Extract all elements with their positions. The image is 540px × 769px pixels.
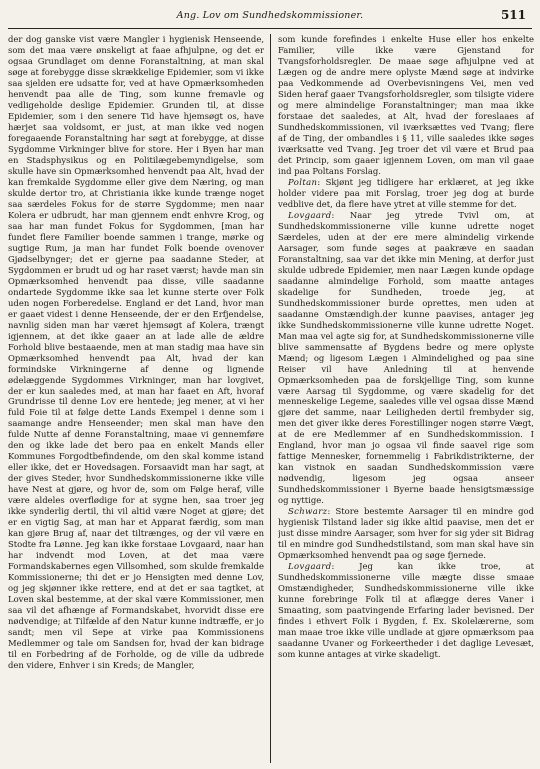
running-title: Ang. Lov om Sundhedskommissioner. — [176, 10, 364, 21]
paragraph-text: Store bestemte Aarsager til en mindre god hygienisk Tilstand lader sig ikke altid paavise, men det er just disse mindre Aarsager, som hver for sig yder sit Bidrag til en mindre god Sundhedstilstand, som man skal have sin Opmærksomhed henvendt paa og søge fjernede. — [278, 506, 534, 561]
paragraph: Poltan: Skjønt jeg tidligere har erklæret, at jeg ikke holder videre paa mit Forslag, troer jeg dog at burde vedblive det, da flere have ytret at ville stemme for det. — [278, 176, 534, 209]
column-divider — [270, 34, 271, 763]
speaker-name: Schwarz — [288, 506, 328, 517]
page-header — [0, 6, 540, 28]
paragraph-text: Jeg kan ikke troe, at Sundhedskommissionerne ville mægte disse smaae Omstændigheder, Sundhedskommissionerne ville ikke kunne forebringe Folk til at aflægge deres Vaner i Smaating, som paatvingende Erfaring lader bevisned. Der findes i ethvert Folk i Bygden, f. Ex. Skolelærerne, som man maae troe ikke ville undlade at gjøre opmærksom paa saadanne Uvaner og Forkeertheder i det daglige Levesæt, som kunne antages at virke skadeligt. — [278, 561, 534, 660]
page-number: 511 — [500, 8, 526, 22]
speaker-name: Lovgaard — [288, 561, 332, 572]
paragraph — [278, 34, 534, 177]
paragraph — [8, 34, 264, 671]
paragraph-text: Naar jeg ytrede Tvivl om, at Sundhedskommissionerne ville kunne udrette noget Særdeles, uden at der ere mere almindelig virkende Aarsager, som funde søges at paakræve en saadan Foranstaltning, saa var det ikke min Mening, at derfor just skulde udbrede Epidemier, men naar Lægen kunde opdage saadanne almindelige Forhold, som maatte antages skadelige for Sundheden, troede jeg, at Sundhedskommissioner burde oprettes, men uden at saadanne Omstændigh.der kunne paavises, antager jeg ikke Sundhedskommissionerne ville kunne udrette Noget. Man maa vel agte sig for, at Sundhedskommissionerne ville blive sammensatte af Bygdens bedre og mere oplyste Mænd; og ligesom Lægen i Almindelighed og paa sine Reiser vil have Anledning til at henvende Opmærksomheden paa de forskjellige Ting, som kunne være Aarsag til Sygdomme, og være skadelig for det menneskelige Legeme, saaledes ville vel ogsaa disse Mænd gjøre det samme, naar Leiligheden dertil frembyder sig, men det giver ikke deres Forestillinger nogen større Vægt, at de ere Medlemmer af en Sundhedskommission. I England, hvor man jo ogsaa vil finde saavel rige som fattige Mennesker, fornemmelig i Fabrikdistrikterne, der kan vistnok en saadan Sundhedskommission være nødvendig, ligesom jeg ogsaa anseer Sundhedskommissioner i Byerne baade hensigtsmæssige og nyttige. — [278, 209, 534, 506]
speaker-name: Poltan — [288, 176, 318, 187]
paragraph-text: som kunde forefindes i enkelte Huse eller hos enkelte Familier, ville ikke være Gjenstand for Tvangsforholdsregler. De maae søge afhjulpne ved at Lægen og de andre mere oplyste Mænd søge at indvirke paa Vedkommende ad Overbevisningens Vei, men ved Siden heraf gaaer Tvangsforholdsregler, som tilsigte videre og mere almindelige Foranstaltninger; man maa ikke forstaae det saaledes, at Alt, hvad der foreslaaes af Sundhedskommissionen, vil iværksættes ved Tvang; flere af de Ting, der ombandles i § 11, ville saaledes ikke søges iværksatte ved Tvang. Jeg troer det vil være et Brud paa det Princip, som gaaer igjennem Loven, om man vil gaae ind paa Poltans Forslag. — [278, 34, 534, 176]
paragraph: Lovgaard: Jeg kan ikke troe, at Sundhedskommissionerne ville mægte disse smaae Omstændigheder, Sundhedskommissionerne ville ikke kunne forebringe Folk til at aflægge deres Vaner i Smaating, som paatvingende Erfaring lader bevisned. Der findes i ethvert Folk i Bygden, f. Ex. Skolelærerne, som man maae troe ikke ville undlade at gjøre opmærksom paa saadanne Uvaner og Forkeertheder i det daglige Levesæt, som kunne antages at virke skadeligt. — [278, 561, 534, 660]
paragraph-text: der dog ganske vist være Mangler i hygienisk Henseende, som det maa være ønskeligt at faae afhjulpne, og det er ogsaa Grundlaget om denne Foranstaltning, at man skal søge at forebygge disse skrækkelige Epidemier, som vi ikke saa sjelden ere udsatte for, ved at have Opmærksomheden henvendt paa alle de Ting, som kunne fremavle og vedligeholde deslige Epidemier. Grunden til, at disse Epidemier, som i den senere Tid have hjemsøgt os, have hærjet saa voldsomt, er just, at man ikke ved nogen foregaaende Foranstaltning har søgt at forebygge, at disse Sygdomme Virkninger blive for store. Her i Byen har man en Stadsphysikus og en Politilægebemyndigelse, som skulle have sin Opmærksomhed henvendt paa Alt, hvad der kan fremkalde Sygdomme eller give dem Næring, og man skulde dertor tro, at Christiania ikke kunde trænge noget saa særdeles Fokus for de større Sygdomme; men naar Kolera er udbrudt, har man gjennem endt enhvre Krog, og saa har man fundet Fokus for Sygdommen, [man har fundet flere Familier boende sammen i trange, mørke og sugtige Rum, ja man har fundet Folk boende ovenover Gjødselbynger; det er gjerne paa saadanne Steder, at Sygdommen er brudt ud og har raset værst; havde man sin Opmærksomhed henvendt paa disse, ville saadanne ondartede Sygdomme ikke saa let kunne sterte over Folk uden nogen Forberedelse. England er det Land, hvor man er gaaet videst i denne Henseende, der er den Erfjendelse, navnlig siden man har været hjemsøgt af Kolera, trængt igjennem, at det ikke gaaer an at lade alle de ældre Forhold blive bestaaende, men at man stadig maa have sin Opmærksomhed henvendt paa Alt, hvad der kan formindske Virkningerne af denne og lignende ødelæggende Sygdommes Virkninger, man har lovgivet, der er kun saaledes med, at man har faaet en Aft, hvoraf Grundrisse til denne Lov ere hentede; jeg mener, at vi her fuld Foie til at følge dette Lands Exempel i denne som i saamange andre Henseender; men skal man have den fulde Nutte af denne Foranstaltning, maae vi gennemføre den og ikke lade det bero paa en enkelt Mands eller Kommunes Forgodtbefindende, om den skal komme istand eller ikke, det er Hovedsagen. Forsaavidt man har sagt, at der gives Steder, hvor Sundhedskommissionerne ikke ville have Nest at gjøre, og hvor de, som om Følge heraf, ville være aldeles overflødige for at sygne hen, saa troer jeg ikke synderlig dertil, thi vil altid være Noget at gjøre; det er en vigtig Sag, at man har et Apparat færdig, som man kan gjøre Brug af, naar det tiltrænges, og der vil være en Stodte fra Lønne. Jeg kan ikke forstaae Lovgaard, naar han har indvendt mod Loven, at det maa være Formandskabernes egen Villsomhed, som skulde fremkalde Kommissionerne; thi det er jo Hensigten med denne Lov, og jeg skjønner ikke rettere, end at det er saa tagtket, at Loven skal bestemme, at der skal være Kommissioner, men saa vil det afhænge af Formandskabet, hvorvidt disse ere nødvendige; at Tilfælde af den Natur kunne indtræffe, er jo sandt; men vil Sepe at virke paa Kommissionens Medlemmer og tale om Sandsen for, hvad der kan bidrage til en Forbedring af de Forholde, og de ville da udbrede den videre, Enhver i sin Kreds; de Mangler, — [8, 34, 264, 671]
right-column — [278, 34, 534, 765]
paragraph: Schwarz: Store bestemte Aarsager til en mindre god hygienisk Tilstand lader sig ikke altid paavise, men det er just disse mindre Aarsager, som hver for sig yder sit Bidrag til en mindre god Sundhedstilstand, som man skal have sin Opmærksomhed henvendt paa og søge fjernede. — [278, 506, 534, 561]
speaker-name: Lovgaard — [288, 209, 332, 220]
left-column — [8, 34, 264, 765]
paragraph-text: Skjønt jeg tidligere har erklæret, at jeg ikke holder videre paa mit Forslag, troer jeg dog at burde vedblive det, da flere have ytret at ville stemme for det. — [278, 176, 534, 209]
paragraph: Lovgaard: Naar jeg ytrede Tvivl om, at Sundhedskommissionerne ville kunne udrette noget Særdeles, uden at der ere mere almindelig virkende Aarsager, som funde søges at paakræve en saadan Foranstaltning, saa var det ikke min Mening, at derfor just skulde udbrede Epidemier, men naar Lægen kunde opdage saadanne almindelige Forhold, som maatte antages skadelige for Sundheden, troede jeg, at Sundhedskommissioner burde oprettes, men uden at saadanne Omstændigh.der kunne paavises, antager jeg ikke Sundhedskommissionerne ville kunne udrette Noget. Man maa vel agte sig for, at Sundhedskommissionerne ville blive sammensatte af Bygdens bedre og mere oplyste Mænd; og ligesom Lægen i Almindelighed og paa sine Reiser vil have Anledning til at henvende Opmærksomheden paa de forskjellige Ting, som kunne være Aarsag til Sygdomme, og være skadelig for det menneskelige Legeme, saaledes ville vel ogsaa disse Mænd gjøre det samme, naar Leiligheden dertil frembyder sig, men det giver ikke deres Forestillinger nogen større Vægt, at de ere Medlemmer af en Sundhedskommission. I England, hvor man jo ogsaa vil finde saavel rige som fattige Mennesker, fornemmelig i Fabrikdistrikterne, der kan vistnok en saadan Sundhedskommission være nødvendig, ligesom jeg ogsaa anseer Sundhedskommissioner i Byerne baade hensigtsmæssige og nyttige. — [278, 209, 534, 506]
header-rule — [8, 28, 532, 29]
